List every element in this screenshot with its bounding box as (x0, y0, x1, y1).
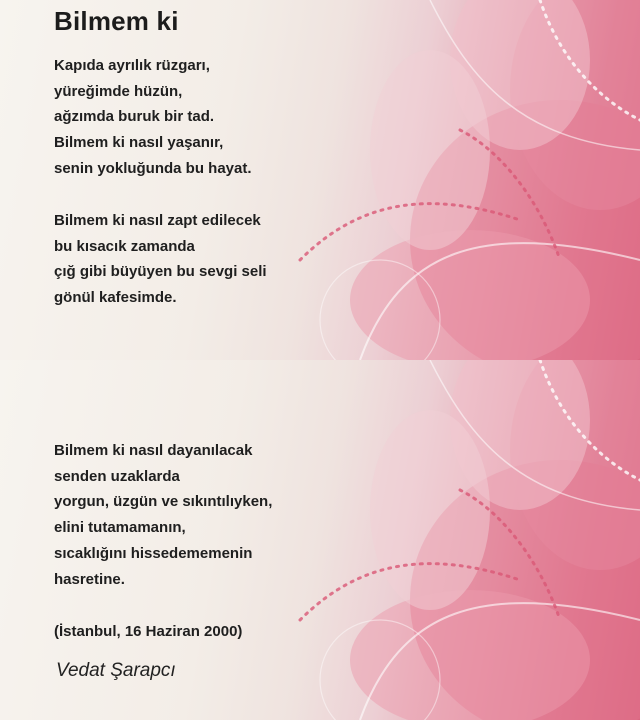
poem-line: Bilmem ki nasıl zapt edilecek (54, 212, 261, 229)
poem-line: Bilmem ki nasıl dayanılacak (54, 442, 253, 459)
poem-author: Vedat Şarapcı (56, 660, 176, 681)
poem-line: senden uzaklarda (54, 467, 180, 485)
stanza-1 (54, 53, 252, 182)
poem-title: Bilmem ki (54, 6, 179, 36)
poem-line: ağzımda buruk bir tad. (54, 108, 215, 126)
poem-line: sıcaklığını hissedememenin (54, 544, 253, 562)
poem-line: bu kısacık zamanda (54, 237, 195, 255)
poem-line: elini tutamamanın, (54, 519, 186, 537)
poem-line: yorgun, üzgün ve sıkıntılıyken, (54, 493, 273, 511)
poem-line: Bilmem ki nasıl yaşanır, (54, 134, 224, 152)
poem-line: çığ gibi büyüyen bu sevgi seli (54, 263, 267, 281)
stanza-3 (54, 438, 272, 592)
poem-line: Kapıda ayrılık rüzgarı, (54, 57, 210, 74)
poem-line: hasretine. (54, 570, 125, 588)
poem-line: yüreğimde hüzün, (54, 82, 183, 100)
poem-date-line: (İstanbul, 16 Haziran 2000) (54, 623, 243, 640)
poem-line: gönül kafesimde. (54, 289, 177, 307)
stanza-2 (54, 208, 267, 311)
poem-line: senin yokluğunda bu hayat. (54, 159, 252, 177)
